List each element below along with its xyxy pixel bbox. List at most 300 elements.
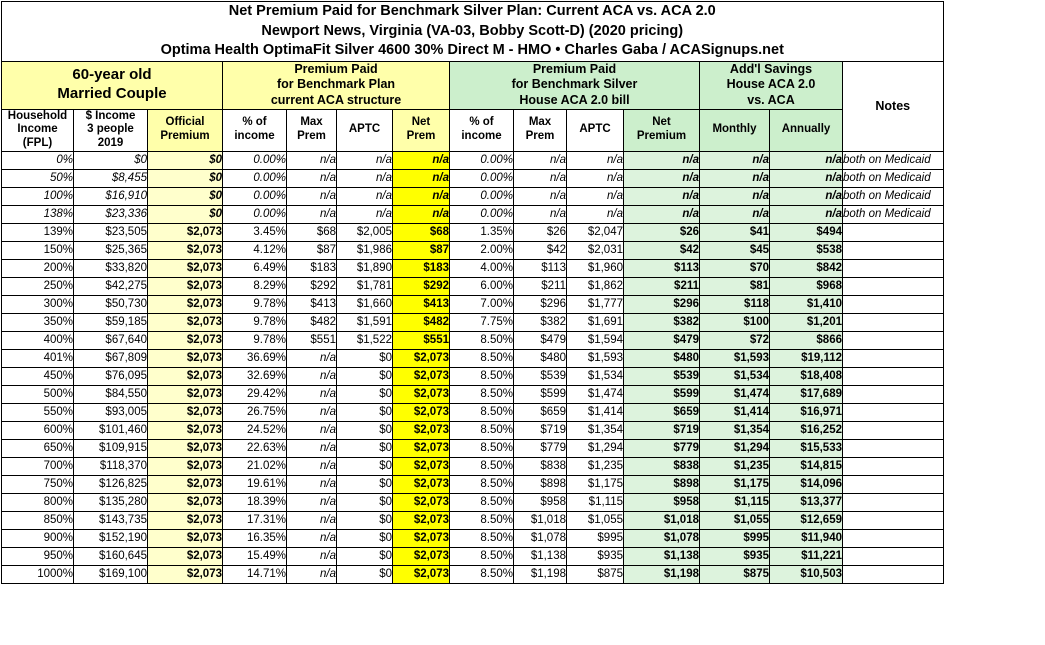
cell-aca-pct-income: 18.39% — [223, 493, 287, 511]
cell-aca20-net-premium: n/a — [624, 169, 700, 187]
cell-fpl: 401% — [2, 349, 74, 367]
cell-aca20-max-prem: n/a — [514, 169, 567, 187]
cell-aca20-max-prem: $838 — [514, 457, 567, 475]
cell-savings-monthly: $1,115 — [700, 493, 770, 511]
cell-savings-annually: $10,503 — [770, 565, 843, 583]
cell-savings-annually: $11,940 — [770, 529, 843, 547]
cell-official-premium: $2,073 — [148, 349, 223, 367]
cell-aca20-pct-income: 8.50% — [450, 457, 514, 475]
title-line-2: Newport News, Virginia (VA-03, Bobby Scott-D) (2020 pricing) — [261, 22, 684, 39]
group-demographic-line2: Married Couple — [57, 85, 167, 103]
cell-aca-max-prem: n/a — [287, 187, 337, 205]
cell-aca20-max-prem: $1,138 — [514, 547, 567, 565]
cell-aca20-pct-income: 6.00% — [450, 277, 514, 295]
cell-aca20-pct-income: 8.50% — [450, 403, 514, 421]
cell-notes — [843, 421, 944, 439]
cell-savings-monthly: $1,235 — [700, 457, 770, 475]
col-aca20-aptc: APTC — [567, 109, 624, 151]
cell-aca20-pct-income: 0.00% — [450, 187, 514, 205]
cell-fpl: 850% — [2, 511, 74, 529]
cell-aca-pct-income: 17.31% — [223, 511, 287, 529]
cell-official-premium: $2,073 — [148, 277, 223, 295]
cell-savings-annually: $16,971 — [770, 403, 843, 421]
cell-aca-pct-income: 3.45% — [223, 223, 287, 241]
cell-aca20-aptc: $1,691 — [567, 313, 624, 331]
cell-income: $59,185 — [74, 313, 148, 331]
cell-notes — [843, 529, 944, 547]
table-row — [2, 547, 1044, 565]
cell-aca-pct-income: 9.78% — [223, 313, 287, 331]
table-row — [2, 511, 1044, 529]
cell-fpl: 138% — [2, 205, 74, 223]
cell-income: $101,460 — [74, 421, 148, 439]
cell-aca20-aptc: $1,862 — [567, 277, 624, 295]
cell-official-premium: $2,073 — [148, 475, 223, 493]
cell-aca20-max-prem: n/a — [514, 187, 567, 205]
cell-aca20-aptc: $1,414 — [567, 403, 624, 421]
cell-fpl: 250% — [2, 277, 74, 295]
cell-aca-aptc: $1,890 — [337, 259, 393, 277]
cell-income: $42,275 — [74, 277, 148, 295]
cell-aca-max-prem: n/a — [287, 475, 337, 493]
cell-aca20-max-prem: $659 — [514, 403, 567, 421]
cell-aca20-max-prem: $479 — [514, 331, 567, 349]
cell-fpl: 550% — [2, 403, 74, 421]
cell-aca20-net-premium: $599 — [624, 385, 700, 403]
cell-aca20-pct-income: 0.00% — [450, 169, 514, 187]
cell-aca20-net-premium: n/a — [624, 151, 700, 169]
cell-aca20-pct-income: 8.50% — [450, 565, 514, 583]
cell-aca-aptc: $0 — [337, 439, 393, 457]
cell-notes — [843, 223, 944, 241]
cell-fpl: 500% — [2, 385, 74, 403]
cell-savings-monthly: $100 — [700, 313, 770, 331]
cell-notes — [843, 241, 944, 259]
cell-savings-monthly: $935 — [700, 547, 770, 565]
cell-income: $8,455 — [74, 169, 148, 187]
table-row — [2, 313, 1044, 331]
table-row — [2, 241, 1044, 259]
cell-official-premium: $2,073 — [148, 511, 223, 529]
cell-aca20-pct-income: 8.50% — [450, 547, 514, 565]
cell-aca-pct-income: 4.12% — [223, 241, 287, 259]
cell-official-premium: $2,073 — [148, 421, 223, 439]
cell-income: $23,505 — [74, 223, 148, 241]
cell-aca20-net-premium: n/a — [624, 205, 700, 223]
cell-savings-annually: n/a — [770, 187, 843, 205]
cell-notes — [843, 493, 944, 511]
cell-savings-annually: $11,221 — [770, 547, 843, 565]
cell-aca20-max-prem: n/a — [514, 151, 567, 169]
cell-income: $126,825 — [74, 475, 148, 493]
cell-fpl: 600% — [2, 421, 74, 439]
cell-savings-monthly: $72 — [700, 331, 770, 349]
table-row — [2, 259, 1044, 277]
cell-income: $16,910 — [74, 187, 148, 205]
group-current-aca-line3: current ACA structure — [270, 92, 402, 107]
cell-aca20-max-prem: $779 — [514, 439, 567, 457]
cell-fpl: 400% — [2, 331, 74, 349]
cell-aca-max-prem: $482 — [287, 313, 337, 331]
cell-savings-annually: $842 — [770, 259, 843, 277]
cell-official-premium: $2,073 — [148, 385, 223, 403]
cell-notes — [843, 277, 944, 295]
cell-aca20-max-prem: $480 — [514, 349, 567, 367]
cell-aca-net-prem: $2,073 — [393, 475, 450, 493]
cell-fpl: 139% — [2, 223, 74, 241]
col-aca-pct-income: % of income — [223, 109, 287, 151]
cell-aca-net-prem: n/a — [393, 169, 450, 187]
table-row — [2, 187, 1044, 205]
col-official-premium: Official Premium — [148, 109, 223, 151]
table-row — [2, 151, 1044, 169]
cell-aca-net-prem: $2,073 — [393, 385, 450, 403]
cell-income: $33,820 — [74, 259, 148, 277]
group-demographic-line1: 60-year old — [72, 66, 152, 84]
col-savings-annually: Annually — [770, 109, 843, 151]
cell-fpl: 650% — [2, 439, 74, 457]
cell-aca20-pct-income: 8.50% — [450, 493, 514, 511]
group-notes — [843, 61, 944, 151]
group-aca20-line2: for Benchmark Silver — [511, 77, 638, 92]
cell-aca20-net-premium: $838 — [624, 457, 700, 475]
cell-aca-net-prem: $68 — [393, 223, 450, 241]
cell-aca20-pct-income: 8.50% — [450, 331, 514, 349]
cell-aca-pct-income: 0.00% — [223, 151, 287, 169]
cell-savings-monthly: $1,474 — [700, 385, 770, 403]
cell-aca-max-prem: n/a — [287, 439, 337, 457]
cell-official-premium: $0 — [148, 187, 223, 205]
cell-savings-annually: $17,689 — [770, 385, 843, 403]
cell-savings-annually: n/a — [770, 151, 843, 169]
cell-income: $0 — [74, 151, 148, 169]
cell-aca20-pct-income: 0.00% — [450, 205, 514, 223]
cell-income: $143,735 — [74, 511, 148, 529]
cell-savings-annually: $12,659 — [770, 511, 843, 529]
cell-aca-pct-income: 29.42% — [223, 385, 287, 403]
cell-aca-pct-income: 8.29% — [223, 277, 287, 295]
cell-aca-pct-income: 32.69% — [223, 367, 287, 385]
cell-aca-max-prem: n/a — [287, 493, 337, 511]
cell-aca-pct-income: 24.52% — [223, 421, 287, 439]
cell-official-premium: $2,073 — [148, 547, 223, 565]
cell-savings-monthly: $1,593 — [700, 349, 770, 367]
premium-comparison-table — [1, 1, 1044, 584]
table-row — [2, 493, 1044, 511]
cell-income: $67,640 — [74, 331, 148, 349]
cell-savings-annually: $13,377 — [770, 493, 843, 511]
cell-savings-monthly: $1,354 — [700, 421, 770, 439]
cell-aca20-net-premium: $382 — [624, 313, 700, 331]
cell-aca-aptc: $1,591 — [337, 313, 393, 331]
cell-aca20-max-prem: $296 — [514, 295, 567, 313]
group-aca20-line1: Premium Paid — [532, 61, 617, 76]
cell-fpl: 200% — [2, 259, 74, 277]
cell-savings-annually: $866 — [770, 331, 843, 349]
cell-fpl: 0% — [2, 151, 74, 169]
cell-income: $152,190 — [74, 529, 148, 547]
cell-aca-net-prem: $183 — [393, 259, 450, 277]
cell-savings-monthly: $41 — [700, 223, 770, 241]
cell-aca-max-prem: n/a — [287, 529, 337, 547]
cell-aca-net-prem: $2,073 — [393, 421, 450, 439]
cell-aca20-aptc: $2,031 — [567, 241, 624, 259]
cell-aca-net-prem: $482 — [393, 313, 450, 331]
cell-aca-net-prem: $2,073 — [393, 439, 450, 457]
col-aca-net-prem: Net Prem — [393, 109, 450, 151]
cell-income: $160,645 — [74, 547, 148, 565]
cell-savings-monthly: n/a — [700, 151, 770, 169]
cell-aca20-max-prem: $539 — [514, 367, 567, 385]
cell-aca20-net-premium: $958 — [624, 493, 700, 511]
cell-aca20-aptc: $1,474 — [567, 385, 624, 403]
cell-aca-max-prem: n/a — [287, 403, 337, 421]
group-notes-label: Notes — [875, 98, 911, 113]
cell-notes: both on Medicaid — [843, 169, 944, 187]
col-aca20-pct-income: % of income — [450, 109, 514, 151]
cell-aca-pct-income: 21.02% — [223, 457, 287, 475]
cell-aca-net-prem: $87 — [393, 241, 450, 259]
cell-aca20-net-premium: $479 — [624, 331, 700, 349]
cell-aca20-aptc: $1,960 — [567, 259, 624, 277]
cell-notes — [843, 385, 944, 403]
group-current-aca-line2: for Benchmark Plan — [276, 77, 396, 92]
col-aca20-net-premium: Net Premium — [624, 109, 700, 151]
group-savings-line2: House ACA 2.0 — [726, 77, 816, 92]
cell-official-premium: $2,073 — [148, 259, 223, 277]
cell-official-premium: $0 — [148, 169, 223, 187]
cell-savings-annually: $15,533 — [770, 439, 843, 457]
table-row — [2, 403, 1044, 421]
cell-aca-aptc: $0 — [337, 421, 393, 439]
cell-aca-max-prem: n/a — [287, 367, 337, 385]
cell-income: $118,370 — [74, 457, 148, 475]
col-aca20-max-prem: Max Prem — [514, 109, 567, 151]
cell-aca-aptc: $0 — [337, 403, 393, 421]
table-row — [2, 295, 1044, 313]
chart-title — [2, 2, 944, 62]
group-demographic — [2, 61, 223, 109]
title-row — [2, 2, 1044, 62]
cell-aca20-max-prem: $26 — [514, 223, 567, 241]
cell-aca-max-prem: n/a — [287, 151, 337, 169]
cell-aca-max-prem: n/a — [287, 565, 337, 583]
cell-aca-net-prem: $2,073 — [393, 529, 450, 547]
table-row — [2, 457, 1044, 475]
cell-aca-max-prem: $68 — [287, 223, 337, 241]
cell-notes — [843, 457, 944, 475]
cell-aca20-net-premium: $480 — [624, 349, 700, 367]
cell-aca20-pct-income: 8.50% — [450, 421, 514, 439]
cell-aca-max-prem: n/a — [287, 511, 337, 529]
cell-income: $109,915 — [74, 439, 148, 457]
cell-aca20-net-premium: $211 — [624, 277, 700, 295]
cell-notes — [843, 475, 944, 493]
cell-aca20-aptc: $1,175 — [567, 475, 624, 493]
cell-aca-max-prem: $413 — [287, 295, 337, 313]
cell-income: $25,365 — [74, 241, 148, 259]
cell-savings-annually: n/a — [770, 205, 843, 223]
cell-aca20-max-prem: $113 — [514, 259, 567, 277]
cell-notes: both on Medicaid — [843, 187, 944, 205]
group-savings-line3: vs. ACA — [747, 92, 795, 107]
cell-savings-monthly: $1,534 — [700, 367, 770, 385]
cell-aca-net-prem: $2,073 — [393, 349, 450, 367]
cell-aca20-max-prem: $898 — [514, 475, 567, 493]
cell-aca20-pct-income: 8.50% — [450, 511, 514, 529]
cell-aca20-pct-income: 7.75% — [450, 313, 514, 331]
table-row — [2, 223, 1044, 241]
title-line-3: Optima Health OptimaFit Silver 4600 30% Direct M - HMO • Charles Gaba / ACASignups.net — [160, 42, 784, 59]
cell-aca-net-prem: n/a — [393, 187, 450, 205]
cell-aca20-net-premium: n/a — [624, 187, 700, 205]
table-row — [2, 529, 1044, 547]
cell-aca20-aptc: $1,534 — [567, 367, 624, 385]
cell-aca20-max-prem: $382 — [514, 313, 567, 331]
cell-aca20-pct-income: 4.00% — [450, 259, 514, 277]
cell-official-premium: $2,073 — [148, 223, 223, 241]
cell-aca-pct-income: 19.61% — [223, 475, 287, 493]
cell-aca20-max-prem: $1,078 — [514, 529, 567, 547]
cell-fpl: 1000% — [2, 565, 74, 583]
cell-aca20-net-premium: $42 — [624, 241, 700, 259]
cell-aca20-pct-income: 2.00% — [450, 241, 514, 259]
cell-aca-aptc: $0 — [337, 493, 393, 511]
cell-aca-aptc: $0 — [337, 457, 393, 475]
cell-savings-monthly: $45 — [700, 241, 770, 259]
cell-savings-annually: $494 — [770, 223, 843, 241]
cell-fpl: 900% — [2, 529, 74, 547]
table-row — [2, 367, 1044, 385]
cell-aca-aptc: $0 — [337, 475, 393, 493]
cell-aca-aptc: $0 — [337, 385, 393, 403]
cell-aca-aptc: $1,781 — [337, 277, 393, 295]
cell-aca20-aptc: n/a — [567, 169, 624, 187]
cell-income: $135,280 — [74, 493, 148, 511]
table-row — [2, 349, 1044, 367]
cell-aca20-aptc: $1,115 — [567, 493, 624, 511]
cell-notes — [843, 295, 944, 313]
cell-aca-max-prem: n/a — [287, 421, 337, 439]
cell-aca20-net-premium: $113 — [624, 259, 700, 277]
col-savings-monthly: Monthly — [700, 109, 770, 151]
cell-official-premium: $2,073 — [148, 331, 223, 349]
cell-savings-monthly: $995 — [700, 529, 770, 547]
cell-aca-net-prem: $2,073 — [393, 565, 450, 583]
cell-notes — [843, 547, 944, 565]
cell-aca20-aptc: $1,294 — [567, 439, 624, 457]
cell-aca20-aptc: $1,354 — [567, 421, 624, 439]
cell-aca20-pct-income: 8.50% — [450, 367, 514, 385]
cell-income: $76,095 — [74, 367, 148, 385]
table-row — [2, 439, 1044, 457]
cell-official-premium: $2,073 — [148, 241, 223, 259]
table-row — [2, 475, 1044, 493]
cell-income: $23,336 — [74, 205, 148, 223]
cell-savings-monthly: n/a — [700, 205, 770, 223]
cell-aca-max-prem: n/a — [287, 205, 337, 223]
cell-aca-net-prem: n/a — [393, 205, 450, 223]
col-household-income: Household Income (FPL) — [2, 109, 74, 151]
cell-official-premium: $2,073 — [148, 313, 223, 331]
cell-aca20-net-premium: $1,138 — [624, 547, 700, 565]
table-row — [2, 169, 1044, 187]
cell-official-premium: $2,073 — [148, 529, 223, 547]
cell-aca-pct-income: 9.78% — [223, 331, 287, 349]
cell-aca-pct-income: 15.49% — [223, 547, 287, 565]
cell-notes: both on Medicaid — [843, 205, 944, 223]
cell-aca-aptc: $0 — [337, 547, 393, 565]
cell-savings-annually: $538 — [770, 241, 843, 259]
cell-aca-max-prem: n/a — [287, 385, 337, 403]
cell-aca20-pct-income: 8.50% — [450, 439, 514, 457]
group-aca20-line3: House ACA 2.0 bill — [519, 92, 630, 107]
cell-aca20-net-premium: $1,018 — [624, 511, 700, 529]
cell-aca-pct-income: 0.00% — [223, 205, 287, 223]
title-line-1: Net Premium Paid for Benchmark Silver Plan: Current ACA vs. ACA 2.0 — [228, 3, 716, 19]
cell-savings-annually: $16,252 — [770, 421, 843, 439]
cell-aca20-net-premium: $659 — [624, 403, 700, 421]
cell-aca20-net-premium: $779 — [624, 439, 700, 457]
cell-aca-max-prem: $292 — [287, 277, 337, 295]
cell-aca20-max-prem: $719 — [514, 421, 567, 439]
cell-aca20-pct-income: 0.00% — [450, 151, 514, 169]
cell-savings-monthly: $118 — [700, 295, 770, 313]
cell-official-premium: $0 — [148, 151, 223, 169]
cell-aca-aptc: $0 — [337, 511, 393, 529]
cell-aca-aptc: n/a — [337, 205, 393, 223]
cell-aca-max-prem: $87 — [287, 241, 337, 259]
cell-aca-pct-income: 0.00% — [223, 187, 287, 205]
cell-aca20-aptc: $1,055 — [567, 511, 624, 529]
cell-aca-max-prem: $551 — [287, 331, 337, 349]
table-row — [2, 565, 1044, 583]
cell-aca20-net-premium: $539 — [624, 367, 700, 385]
cell-aca20-net-premium: $719 — [624, 421, 700, 439]
col-aca-aptc: APTC — [337, 109, 393, 151]
cell-fpl: 50% — [2, 169, 74, 187]
cell-savings-monthly: $1,175 — [700, 475, 770, 493]
cell-aca-pct-income: 0.00% — [223, 169, 287, 187]
cell-fpl: 800% — [2, 493, 74, 511]
cell-aca20-pct-income: 8.50% — [450, 385, 514, 403]
table-body — [2, 151, 1044, 583]
cell-aca-pct-income: 16.35% — [223, 529, 287, 547]
cell-savings-monthly: $1,055 — [700, 511, 770, 529]
cell-savings-annually: $19,112 — [770, 349, 843, 367]
cell-aca20-max-prem: $1,018 — [514, 511, 567, 529]
group-header-row — [2, 61, 1044, 109]
cell-official-premium: $2,073 — [148, 367, 223, 385]
cell-aca-net-prem: $292 — [393, 277, 450, 295]
cell-aca20-net-premium: $898 — [624, 475, 700, 493]
cell-official-premium: $2,073 — [148, 439, 223, 457]
cell-notes — [843, 439, 944, 457]
cell-aca20-aptc: n/a — [567, 205, 624, 223]
cell-aca20-net-premium: $1,078 — [624, 529, 700, 547]
cell-aca20-net-premium: $26 — [624, 223, 700, 241]
cell-savings-annually: n/a — [770, 169, 843, 187]
cell-aca20-aptc: $2,047 — [567, 223, 624, 241]
cell-aca20-aptc: $1,593 — [567, 349, 624, 367]
cell-aca-aptc: $0 — [337, 529, 393, 547]
cell-aca20-max-prem: $958 — [514, 493, 567, 511]
group-aca-20 — [450, 61, 700, 109]
cell-fpl: 450% — [2, 367, 74, 385]
cell-aca20-max-prem: n/a — [514, 205, 567, 223]
cell-official-premium: $2,073 — [148, 403, 223, 421]
cell-fpl: 750% — [2, 475, 74, 493]
